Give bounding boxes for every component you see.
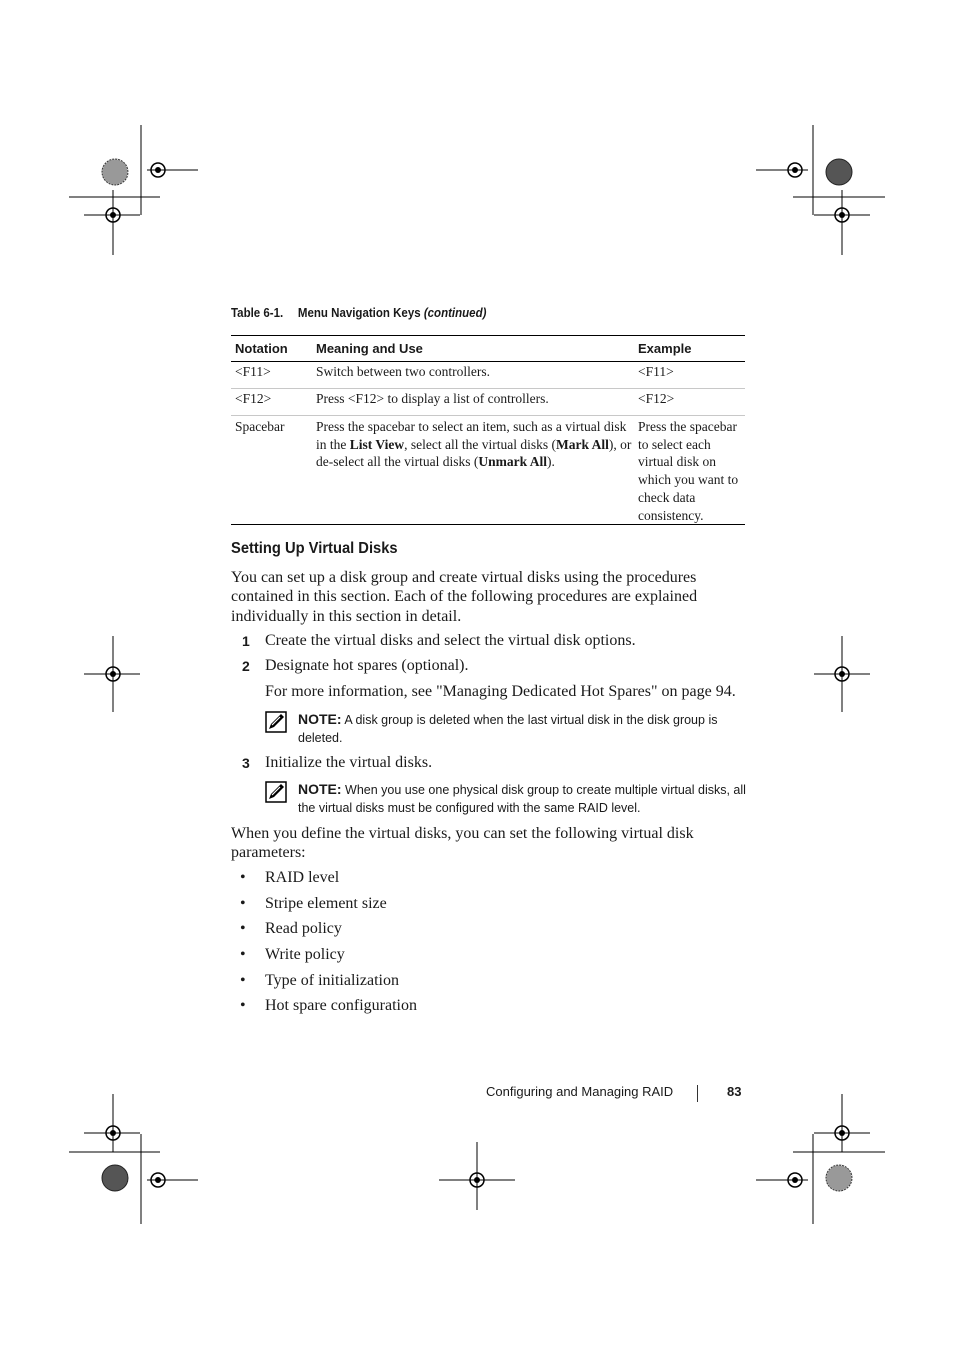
bullet: • — [240, 920, 246, 937]
list-item: RAID level — [265, 869, 340, 886]
step-number: 2 — [242, 658, 250, 674]
cell-example: Press the spacebar to select each virtual disk on which you want to check data consistency. — [638, 416, 745, 525]
cell-meaning — [316, 416, 638, 525]
meaning-bold-list-view: List View — [349, 436, 405, 452]
section-heading: Setting Up Virtual Disks — [231, 540, 398, 557]
step-text: Initialize the virtual disks. — [265, 754, 433, 771]
caption-continued: (continued) — [423, 306, 487, 320]
list-item: Write policy — [265, 946, 345, 963]
step-text: Designate hot spares (optional). — [265, 657, 469, 674]
step-number: 1 — [242, 633, 250, 649]
step-more-info: For more information, see "Managing Dedicated Hot Spares" on page 94. — [265, 683, 736, 700]
meaning-text: , select all the virtual disks ( — [404, 436, 556, 452]
caption-title: Menu Navigation Keys — [297, 306, 421, 320]
cell-meaning: Press <F12> to display a list of controllers. — [316, 389, 638, 416]
meaning-bold-mark-all: Mark All — [555, 436, 609, 452]
cell-notation: <F11> — [231, 362, 316, 389]
list-item: Type of initialization — [265, 972, 399, 989]
caption-number: Table 6-1. — [231, 306, 284, 320]
step-number: 3 — [242, 755, 250, 771]
step-text: Create the virtual disks and select the virtual disk options. — [265, 632, 636, 649]
menu-navigation-keys-table — [231, 335, 745, 525]
meaning-text: ). — [546, 454, 555, 470]
cell-example: <F12> — [638, 389, 745, 416]
list-item: Hot spare configuration — [265, 997, 417, 1014]
table-row — [231, 416, 745, 525]
bullet: • — [240, 869, 246, 886]
page-number: 83 — [727, 1084, 742, 1099]
note-pencil-icon — [265, 781, 287, 803]
column-header-meaning: Meaning and Use — [316, 336, 638, 362]
table-header-row — [231, 336, 745, 362]
note-text: When you use one physical disk group to create multiple virtual disks, all the virtual disks must be configured with the same RAID level. — [298, 783, 746, 815]
note-block — [298, 781, 750, 817]
footer-separator — [697, 1085, 698, 1102]
bullet: • — [240, 946, 246, 963]
meaning-bold-unmark-all: Unmark All — [478, 454, 547, 470]
intro-paragraph: You can set up a disk group and create virtual disks using the procedures contained in this section. Each of the following procedures are explained individually in this section in detail. — [231, 569, 698, 625]
note-label: NOTE: — [298, 711, 342, 727]
column-header-example: Example — [638, 336, 745, 362]
column-header-notation: Notation — [231, 336, 316, 362]
meaning-text: Press the spacebar to select an item, such as a virtual disk in the — [316, 419, 627, 452]
note-label: NOTE: — [298, 781, 342, 797]
parameters-intro: When you define the virtual disks, you can set the following virtual disk parameters: — [231, 825, 694, 862]
table-row — [231, 389, 745, 416]
cell-example: <F11> — [638, 362, 745, 389]
note-text: A disk group is deleted when the last virtual disk in the disk group is deleted. — [298, 713, 718, 745]
cell-meaning: Switch between two controllers. — [316, 362, 638, 389]
list-item: Stripe element size — [265, 895, 387, 912]
list-item: Read policy — [265, 920, 342, 937]
bullet: • — [240, 997, 246, 1014]
table-row — [231, 362, 745, 389]
note-block — [298, 711, 750, 747]
cell-notation: Spacebar — [231, 416, 316, 525]
bullet: • — [240, 895, 246, 912]
note-pencil-icon — [265, 711, 287, 733]
footer-chapter-title: Configuring and Managing RAID — [486, 1084, 674, 1099]
cell-notation: <F12> — [231, 389, 316, 416]
bullet: • — [240, 972, 246, 989]
table-caption — [231, 306, 486, 320]
meaning-text: ), or de-select all the virtual disks ( — [316, 436, 632, 470]
